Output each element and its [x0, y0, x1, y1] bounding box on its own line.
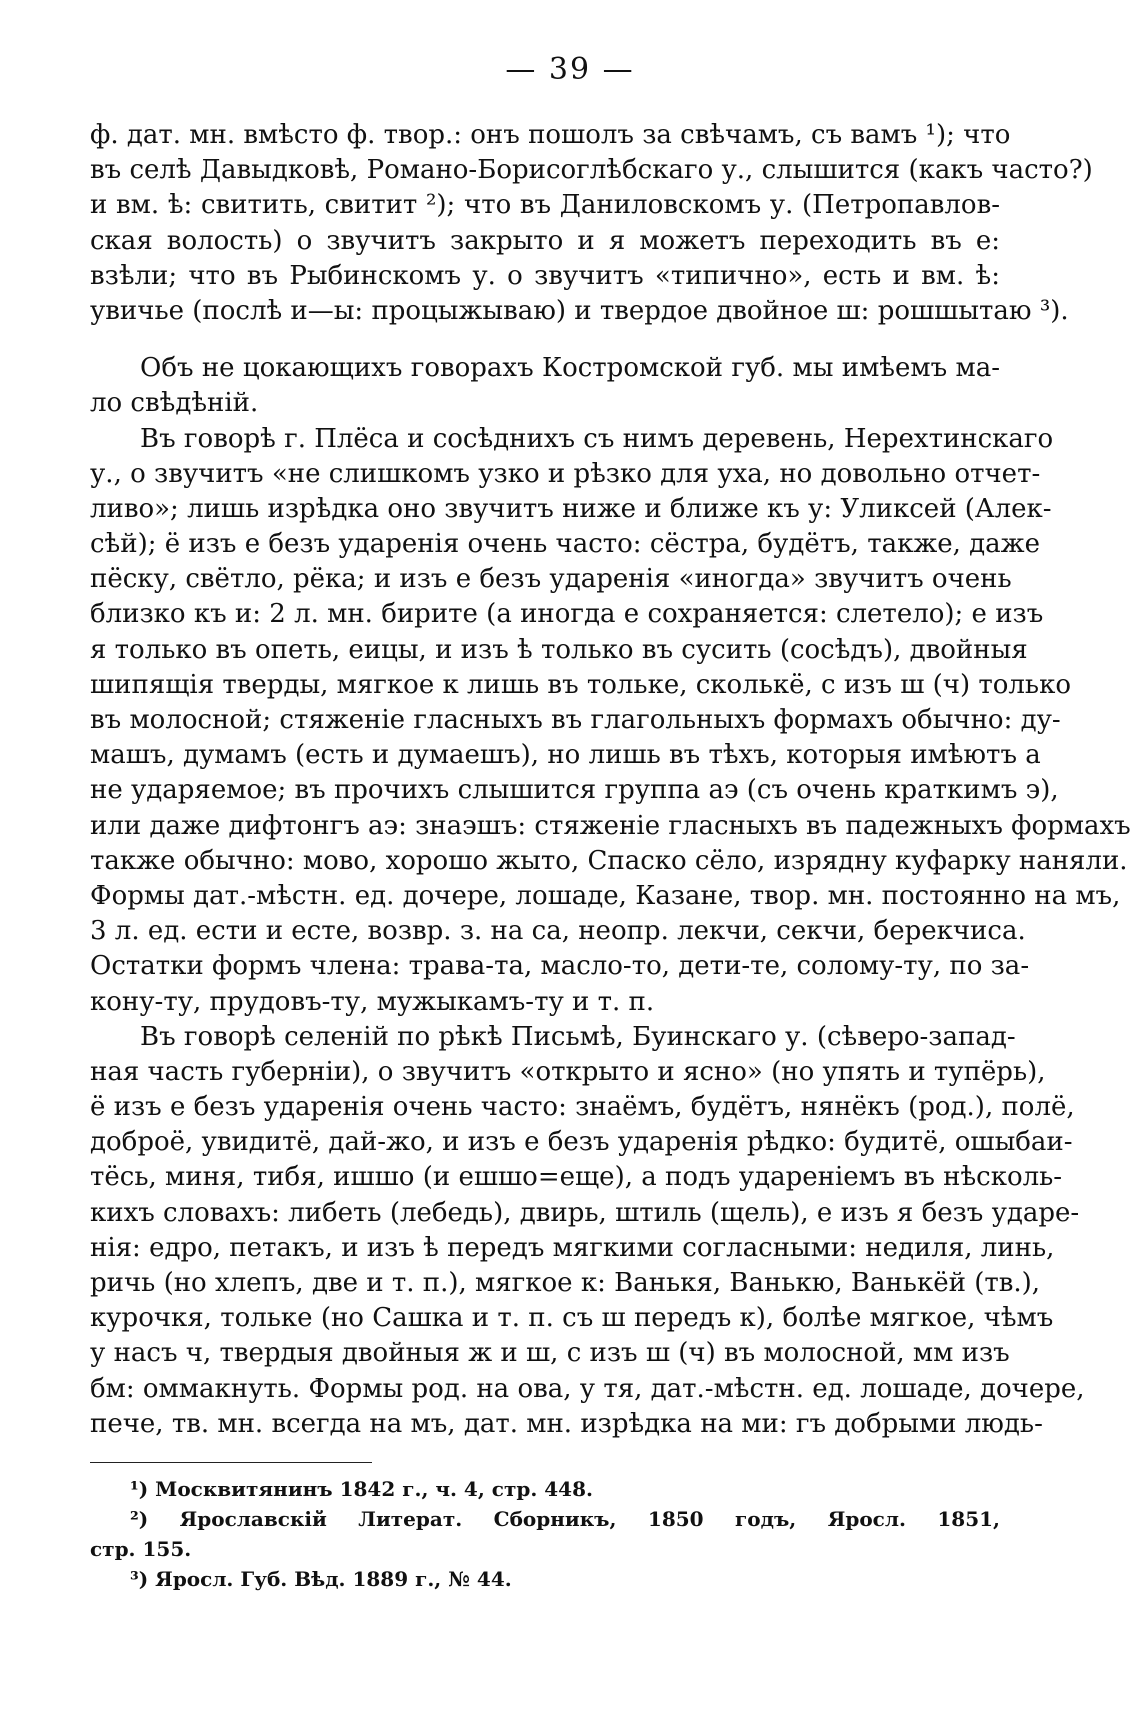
text-line: въ селѣ Давыдковѣ, Романо-Борисоглѣбскаго у., слышится (какъ часто?)	[90, 155, 1093, 186]
text-line: или даже дифтонгъ аэ: знаэшъ: стяженіе гласныхъ въ падежныхъ формахъ	[90, 810, 1131, 841]
text-line: кихъ словахъ: либеть (лебедь), двирь, штиль (щель), е изъ я безъ ударе-	[90, 1197, 1080, 1228]
text-line: Въ говорѣ селеній по рѣкѣ Письмѣ, Буинскаго у. (сѣверо-запад-	[140, 1021, 1016, 1052]
text-line: сѣй); ё изъ е безъ ударенія очень часто: сёстра, будётъ, также, даже	[90, 529, 1040, 560]
text-line: тёсь, миня, тибя, ишшо (и ешшо=еще), а подъ удареніемъ въ нѣсколь-	[90, 1162, 1063, 1193]
footnote-2-continuation: стр. 155.	[90, 1537, 192, 1561]
body-text	[90, 118, 1131, 1442]
text-line: ная часть губерніи), о звучитъ «открыто и ясно» (но упять и тупёрь),	[90, 1056, 1046, 1087]
text-line: ричь (но хлепъ, две и т. п.), мягкое к: Ванькя, Ванькю, Ванькёй (тв.),	[90, 1268, 1041, 1298]
text-line: машъ, думамъ (есть и думаешъ), но лишь въ тѣхъ, которыя имѣютъ а	[90, 740, 1041, 771]
footnote-3: ³) Яросл. Губ. Вѣд. 1889 г., № 44.	[130, 1567, 512, 1591]
text-line: Объ не цокающихъ говорахъ Костромской губ. мы имѣемъ ма-	[140, 353, 1000, 384]
text-line: также обычно: мово, хорошо жыто, Спаско сёло, изрядну куфарку наняли.	[90, 845, 1128, 876]
text-line: я только въ опеть, еицы, и изъ ѣ только въ сусить (сосѣдъ), двойныя	[90, 634, 1028, 665]
text-line: шипящія тверды, мягкое к лишь въ тольке, сколькё, с изъ ш (ч) только	[90, 669, 1071, 700]
text-line: Формы дат.-мѣстн. ед. дочере, лошаде, Казане, твор. мн. постоянно на мъ,	[90, 880, 1121, 911]
text-line: близко къ и: 2 л. мн. бирите (а иногда е сохраняется: слетело); е изъ	[90, 599, 1044, 630]
text-line: курочкя, тольке (но Сашка и т. п. съ ш передъ к), болѣе мягкое, чѣмъ	[90, 1303, 1054, 1334]
text-line: ливо»; лишь изрѣдка оно звучитъ ниже и ближе къ у: Уликсей (Алек-	[90, 493, 1052, 524]
text-line: взѣли; что въ Рыбинскомъ у. о звучитъ «типично», есть и вм. ѣ:	[90, 260, 1000, 291]
text-line: у насъ ч, твердыя двойныя ж и ш, с изъ ш (ч) въ молосной, мм изъ	[90, 1338, 1010, 1369]
text-line: кону-ту, прудовъ-ту, мужыкамъ-ту и т. п.	[90, 986, 655, 1017]
text-line: 3 л. ед. ести и есте, возвр. з. на са, неопр. лекчи, секчи, берекчиса.	[90, 916, 1026, 947]
footnote-2: ²) Ярославскій Литерат. Сборникъ, 1850 годъ, Яросл. 1851,	[130, 1507, 1000, 1531]
text-line: и вм. ѣ: свитить, свитит ²); что въ Даниловскомъ у. (Петропавлов-	[90, 190, 1000, 221]
text-line: пече, тв. мн. всегда на мъ, дат. мн. изрѣдка на ми: гъ добрыми людь-	[90, 1408, 1043, 1439]
text-line: увичье (послѣ и—ы: процыжываю) и твердое двойное ш: рошшытаю ³).	[90, 295, 1069, 326]
paragraph-gap	[90, 329, 1000, 351]
text-line: ло свѣдѣній.	[90, 388, 259, 419]
footnote-1: ¹) Москвитянинъ 1842 г., ч. 4, стр. 448.	[130, 1477, 593, 1501]
text-line: Въ говорѣ г. Плёса и сосѣднихъ съ нимъ деревень, Нерехтинскаго	[140, 423, 1054, 454]
page-number: — 39 —	[505, 52, 635, 87]
footnote-divider	[90, 1462, 372, 1463]
text-line: доброё, увидитё, дай-жо, и изъ е безъ ударенія рѣдко: будитё, ошыбаи-	[90, 1127, 1073, 1158]
text-line: пёску, свётло, рёка; и изъ е безъ ударенія «иногда» звучитъ очень	[90, 564, 1012, 595]
text-line: ф. дат. мн. вмѣсто ф. твор.: онъ пошолъ за свѣчамъ, съ вамъ ¹); что	[90, 120, 1011, 150]
text-line: ская волость) о звучитъ закрыто и я можетъ переходить въ е:	[90, 225, 1000, 256]
text-line: у., о звучитъ «не слишкомъ узко и рѣзко для уха, но довольно отчет-	[90, 458, 1041, 489]
text-line: бм: оммакнуть. Формы род. на ова, у тя, дат.-мѣстн. ед. лошаде, дочере,	[90, 1373, 1085, 1404]
text-line: нія: едро, петакъ, и изъ ѣ передъ мягкими согласными: недиля, линь,	[90, 1232, 1055, 1263]
text-line: Остатки формъ члена: трава-та, масло-то, дети-те, солому-ту, по за-	[90, 951, 1030, 982]
text-line: ё изъ е безъ ударенія очень часто: знаёмъ, будётъ, нянёкъ (род.), полё,	[90, 1092, 1075, 1123]
text-line: не ударяемое; въ прочихъ слышится группа аэ (съ очень краткимъ э),	[90, 775, 1059, 806]
text-line: въ молосной; стяженіе гласныхъ въ глагольныхъ формахъ обычно: ду-	[90, 705, 1061, 735]
footnotes	[90, 1474, 1000, 1594]
